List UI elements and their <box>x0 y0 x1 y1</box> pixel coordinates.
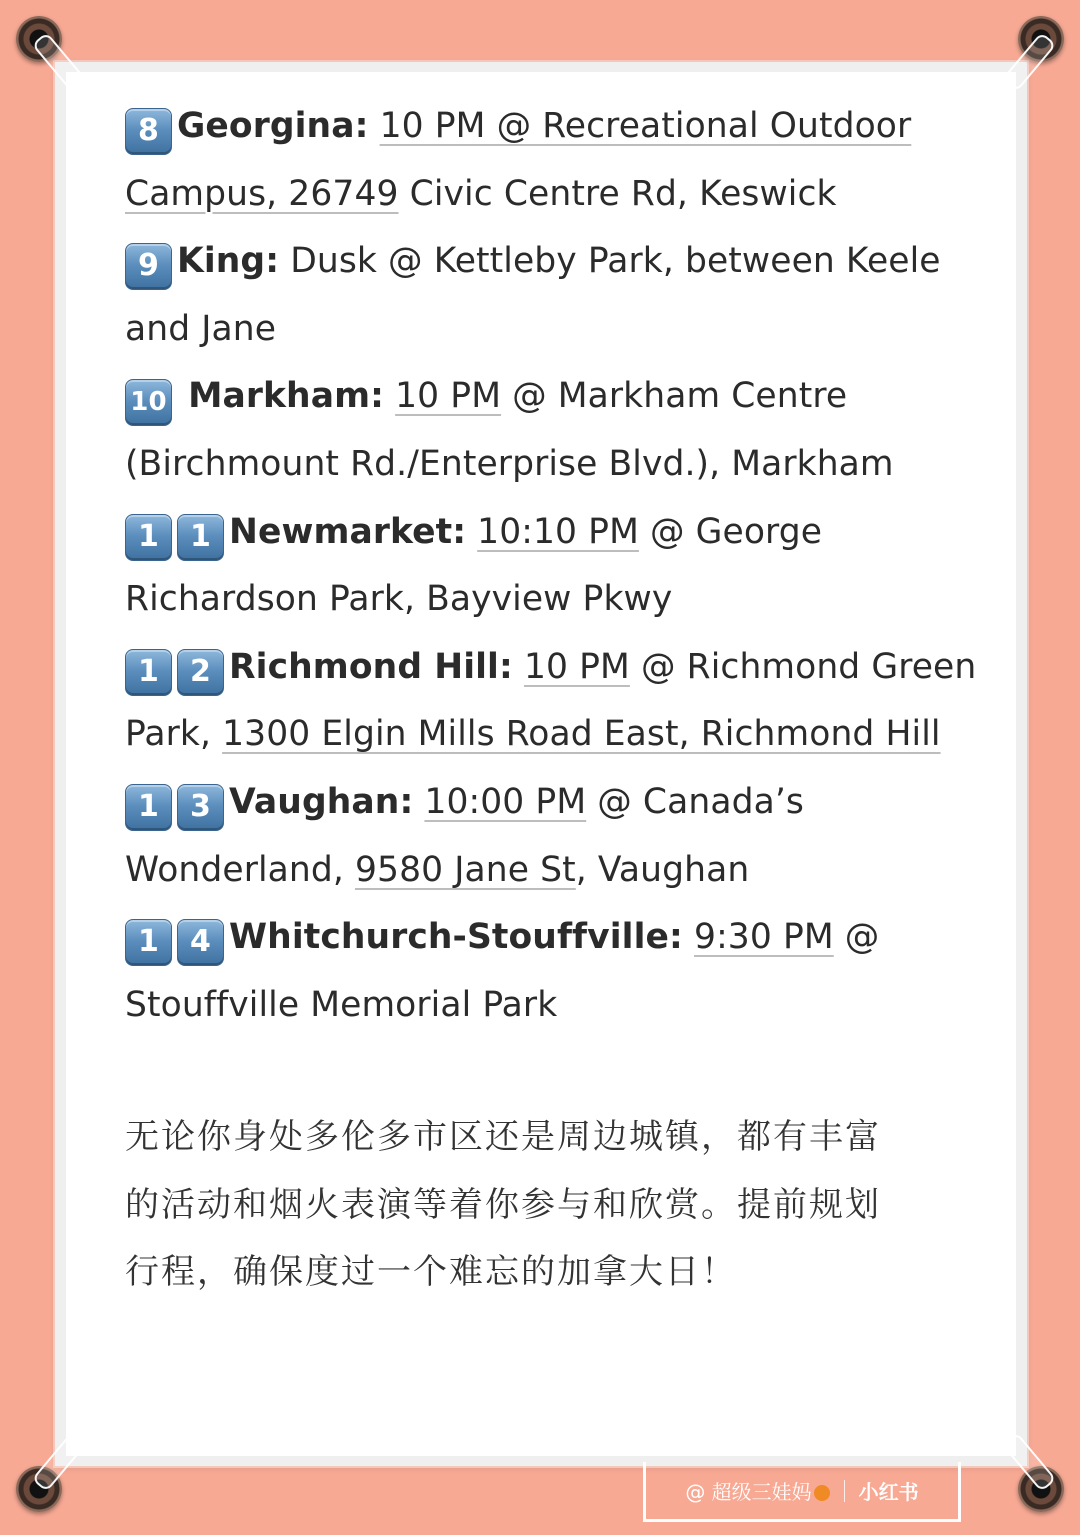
event-location: Wonderland, <box>125 849 355 890</box>
event-location: Richardson Park, Bayview Pkwy <box>125 579 673 620</box>
closing-line: 无论你身处多伦多市区还是周边城镇，都有丰富 <box>125 1117 881 1157</box>
entry-georgina-line1 <box>125 96 955 164</box>
event-location-link[interactable]: Campus, 26749 <box>125 173 399 214</box>
city-name: Richmond Hill: <box>229 646 513 687</box>
event-details: Dusk @ Kettleby Park, between Keele <box>279 241 941 282</box>
entry-newmarket-line1 <box>125 502 955 570</box>
event-time-link[interactable]: 10:00 PM <box>424 781 587 822</box>
watermark-handle-text: @ 超级三娃妈 <box>685 1480 812 1504</box>
orange-icon <box>814 1485 830 1501</box>
closing-line: 的活动和烟火表演等着你参与和欣赏。提前规划 <box>125 1184 881 1225</box>
keycap-number-icon: 1 <box>125 514 172 561</box>
event-location: @ Markham Centre <box>501 376 848 417</box>
event-location: @ Canada’s <box>586 781 804 822</box>
event-time-link[interactable]: 10 PM <box>395 376 502 417</box>
keycap-number-icon: 3 <box>177 784 224 831</box>
event-location: Civic Centre Rd, Keswick <box>398 173 837 214</box>
entry-richmond-hill-line2 <box>125 704 955 772</box>
city-name: King: <box>177 241 280 282</box>
event-location: @ George <box>638 511 823 552</box>
event-location: Stouffville Memorial Park <box>125 984 558 1025</box>
event-location: @ Richmond Green <box>629 646 977 687</box>
entry-newmarket-line2 <box>125 569 955 637</box>
keycap-number-icon: 2 <box>177 649 224 696</box>
entry-vaughan-line1 <box>125 772 955 840</box>
watermark-brand: 小红书 <box>858 1480 919 1504</box>
event-location: (Birchmount Rd./Enterprise Blvd.), Markham <box>125 443 894 484</box>
event-location: and Jane <box>125 308 277 349</box>
event-list <box>125 96 977 1042</box>
entry-vaughan-line2 <box>125 840 955 908</box>
event-time-link[interactable]: 10:10 PM <box>477 511 639 552</box>
event-location: Park, <box>125 714 223 755</box>
entry-stouffville-line2 <box>125 975 955 1043</box>
keycap-number-icon: 1 <box>125 649 172 696</box>
keycap-number-icon: 10 <box>125 379 172 426</box>
keycap-number-icon: 1 <box>125 919 172 966</box>
city-name: Georgina: <box>177 106 369 146</box>
closing-paragraph <box>125 1104 955 1307</box>
watermark <box>643 1462 961 1522</box>
entry-richmond-hill-line1 <box>125 637 977 705</box>
keycap-number-icon: 4 <box>177 919 224 966</box>
entry-stouffville-line1 <box>125 907 955 975</box>
address-link[interactable]: 9580 Jane St <box>355 849 576 890</box>
address-link[interactable]: 1300 Elgin Mills Road East, Richmond Hill <box>222 714 941 755</box>
keycap-number-icon: 1 <box>125 784 172 831</box>
event-time-link[interactable]: 10 PM <box>523 646 630 687</box>
entry-king-line1 <box>125 231 955 299</box>
city-name: Vaughan: <box>229 781 414 822</box>
entry-markham-line2 <box>125 434 955 502</box>
entry-king-line2 <box>125 299 955 367</box>
event-time-link[interactable]: 10 PM @ Recreational Outdoor <box>379 106 912 146</box>
keycap-number-icon: 9 <box>125 243 172 290</box>
keycap-number-icon: 8 <box>125 108 172 155</box>
event-time-link[interactable]: 9:30 PM <box>694 917 834 958</box>
watermark-divider <box>844 1480 845 1502</box>
city-name: Markham: <box>188 376 385 417</box>
event-location: , Vaughan <box>575 849 750 890</box>
keycap-number-icon: 1 <box>177 514 224 561</box>
entry-markham-line1 <box>125 366 955 434</box>
city-name: Whitchurch-Stouffville: <box>229 917 683 958</box>
entry-georgina-line2 <box>125 164 955 232</box>
city-name: Newmarket: <box>229 511 467 552</box>
watermark-handle <box>685 1476 829 1505</box>
closing-line: 行程，确保度过一个难忘的加拿大日！ <box>125 1252 737 1293</box>
event-location: @ <box>833 917 880 958</box>
